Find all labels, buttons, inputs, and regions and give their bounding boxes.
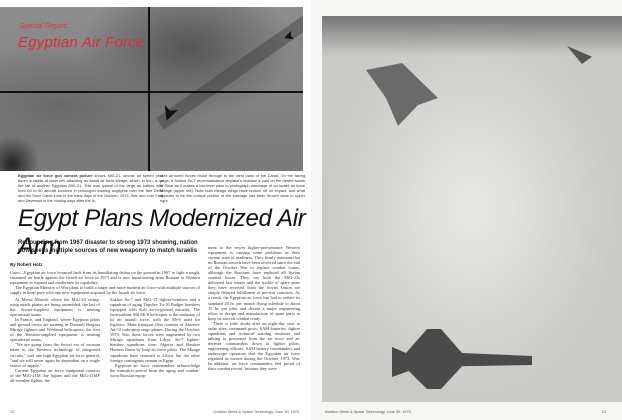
photo-caption-col2: raeli armored forces broke through to the west bank of the Canal. On the facing page, a Sukhoi Su-7 reconnaissance airplane's shadow is cast on the desert sands of Sinai as it makes a low-level pass to photograph wreckage of an Israeli air force Mirage (upper left). Note both Mirage wings have broken off on impact, and what appears to be the cockpit portion of the fuselage has been thrown clear in upper right. bbox=[160, 173, 305, 203]
page-number: 13 bbox=[601, 410, 606, 414]
pitot-boom bbox=[0, 135, 40, 171]
paragraph: ment to the newer higher-performance Western equipment is causing some problems in their current state of readiness. They firmly maintain that no Russian aircraft have been received since the end of the October War to replace combat losses, although the Russians have replaced all Syrian combat losses. They say both the MiG-23s delivered last winter and the trickle of spare parts they have received from the Soviet Union are simply delayed fulfillment of pre-war contracts. As a result, the Egyptian air force has had to reduce its standard 20 hr. per month flying schedule to about 15 hr. per pilot and devote a major engineering effort to design and manufacture of spare parts to keep its aircraft combat ready. bbox=[208, 245, 300, 321]
body-column-1 bbox=[10, 297, 100, 383]
headline: Egypt Plans Modernized Air Arm bbox=[18, 205, 306, 260]
crosshair-vertical bbox=[148, 7, 150, 171]
publication-footer: Aviation Week & Space Technology, June 30, 1975 bbox=[213, 410, 299, 414]
caption-text: shows MiG-21, whose air speed pitot boom is visible at lower left, attacking an Israeli air force Mirage, which, in turn, is on the tail of another Egyptian MiG-21. This was typical of the large air battles with from 60 to 80 aircraft involved in prolonged swirling dogfights over the Nile Delta and the Suez Canal zone in the early days of the October, 1973, War and over Faid and Deversoir in the closing days after the Is- bbox=[18, 173, 163, 203]
paragraph: The Egyptian Ministry of War plans to build a larger and more modern air force with multiple sources of supply to keep pace with any new equipment acquired by the Israeli air force. bbox=[10, 285, 200, 296]
reconnaissance-photo bbox=[322, 16, 622, 402]
crosshair-horizontal bbox=[0, 91, 303, 93]
right-page bbox=[311, 0, 622, 420]
publication-footer: Aviation Week & Space Technology, June 30, 1975 bbox=[325, 410, 411, 414]
body-column-3 bbox=[208, 245, 300, 371]
paragraph: Sukhoi Su-7 and MiG-17 fighter-bombers and a squadron of aging Tupolev Tu-16 Badger bombers equipped with Kelt air-to-ground missiles. The twin-turbine Mil Mi-8 helicopter is the mainstay of its air assault force, with the Mi-6 used for logistics. Main transport fleet consists of Antonov An-12 turboprop cargo planes. During the October, 1973, War, these forces were augmented by two Mirage squadrons from Libya, Su-7 fighter-bomber squadrons from Algeria and Hawker Hunters flown by Iraqi air force pilots. The Mirage squadrons have returned to Libya, but the other foreign contingents remain in Egypt. bbox=[110, 297, 200, 363]
paragraph: In France, and England, where Egyptian pilots and ground crews are training in Dassault Breguet Mirage fighters and Westland helicopters, the first of the Western-supplied equipment is nearing operational status. bbox=[10, 317, 100, 343]
paragraph: Cairo—Egyptian air force bounced back from its humiliating defeat on the ground in 1967 to fight a tough, sustained air battle against the Israeli air force in 1973 and is now transitioning from Russian to Western equipment to expand and modernize its capability. bbox=[10, 270, 200, 286]
ground-stripe bbox=[156, 7, 303, 130]
body-column-2 bbox=[110, 297, 200, 378]
paragraph: There is little doubt after an eight-day visit to radar sites, command posts, SAM batteries, fighter squadrons and technical training institutes and talking to personnel from the air force and air defense commanders down to fighter pilots, engineering officers, SAM battery commanders and radarscope operators that the Egyptian air force regained its morale during the October, 1973, War. In addition, air force commanders feel proud of their combat record, because they were bbox=[208, 320, 300, 372]
byline: By Robert Hotz bbox=[10, 262, 43, 267]
special-report-title: Egyptian Air Force bbox=[18, 34, 145, 51]
photo-caption-col1 bbox=[18, 173, 163, 203]
caption-lead: Egyptian air force gun camera picture bbox=[18, 173, 93, 178]
paragraph: Current Egyptian air force equipment consists of the MiG-21M day fighter and the MiG-21MF all-weather fighter, the bbox=[10, 367, 100, 383]
gun-camera-photo bbox=[0, 7, 303, 171]
su7-shadow bbox=[392, 329, 532, 389]
deck: Rebounding from 1967 disaster to strong 1973 showing, nation now seeks multiple sources of new weaponry to match Israelis bbox=[18, 240, 198, 254]
lead-paragraphs bbox=[10, 270, 200, 295]
page-number: 12 bbox=[10, 410, 15, 414]
special-report-kicker: Special Report: bbox=[20, 23, 68, 30]
paragraph: At Mersa Matruh, where the MiG-23 swing-wing attack planes are being assembled, the last of the Soviet-supplied equipment is nearing operational status. bbox=[10, 297, 100, 318]
photo-shade bbox=[322, 16, 622, 56]
paragraph: Egyptian air force commanders acknowledge the transition period from the aging and combat-worn Russian equip- bbox=[110, 362, 200, 378]
mirage-wreckage bbox=[362, 56, 442, 126]
paragraph: "We are going from the Soviet era of vacuum tubes to the Western technology of integrated circuits," said one high Egyptian air force general, "and we will never again be dependent on a single source of supply." bbox=[10, 342, 100, 368]
